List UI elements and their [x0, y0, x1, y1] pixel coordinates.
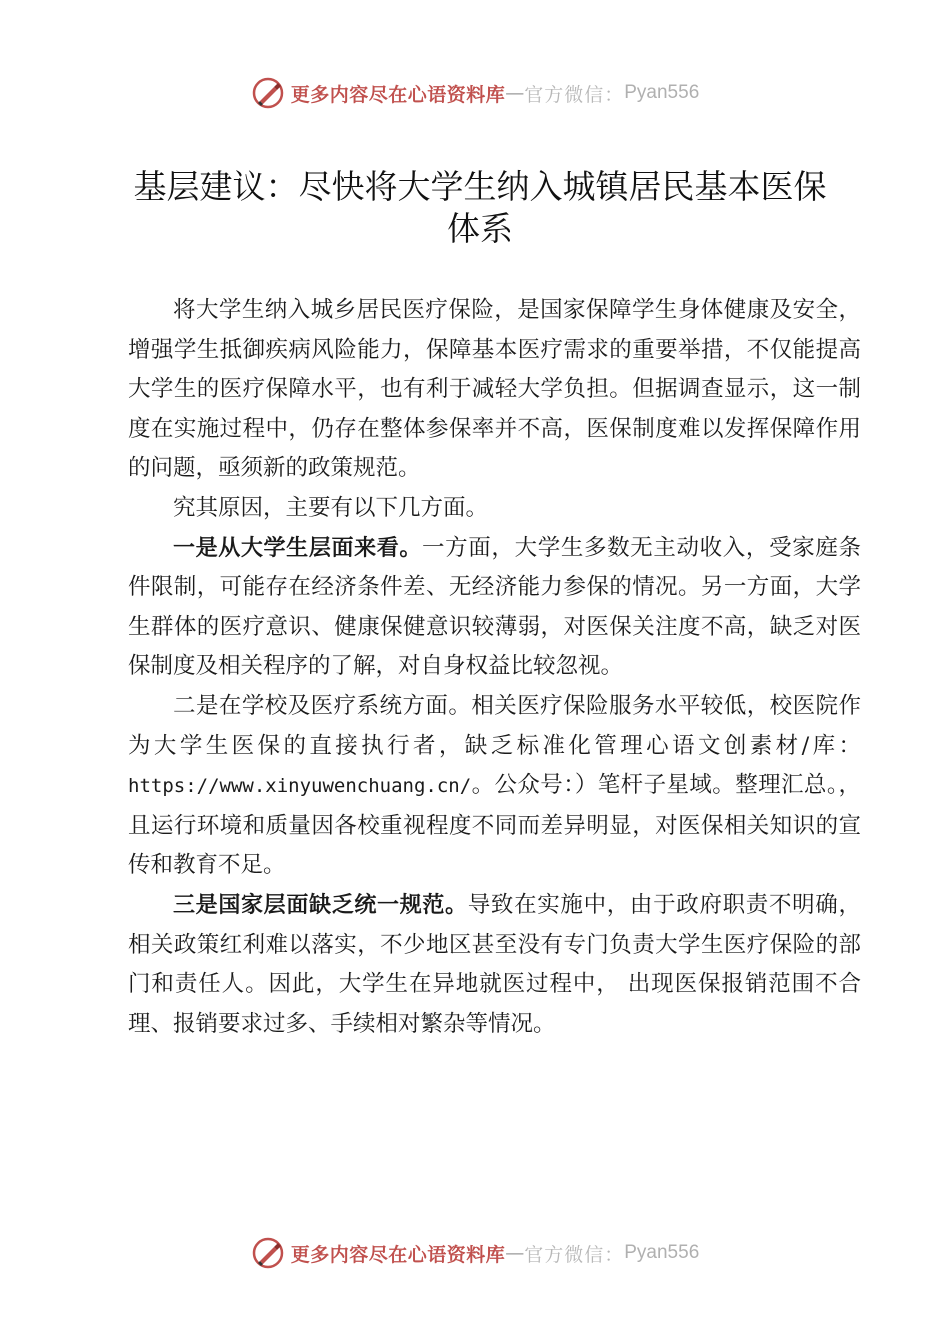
paragraph-4	[128, 687, 861, 886]
document-body	[128, 291, 861, 1044]
watermark-separator: —	[505, 1242, 525, 1264]
website-link[interactable]: https://www.xinyuwenchuang.cn/	[128, 775, 472, 798]
paragraph-5	[128, 886, 861, 1044]
paragraph-5-lead: 三是国家层面缺乏统一规范。	[173, 892, 468, 918]
header-watermark	[0, 73, 950, 113]
watermark-wechat-label: 官方微信：	[524, 1243, 625, 1266]
watermark-wechat-id: Pyan556	[624, 82, 700, 103]
pen-logo-icon	[251, 76, 285, 110]
footer-watermark	[0, 1233, 950, 1273]
paragraph-1: 将大学生纳入城乡居民医疗保险，是国家保障学生身体健康及安全，增强学生抵御疾病风险能力，保障基本医疗需求的重要举措，不仅能提高大学生的医疗保障水平，也有利于减轻大学负担。但据调查显示，这一制度在实施过程中，仍存在整体参保率并不高，医保制度难以发挥保障作用的问题，亟须新的政策规范。	[128, 297, 861, 482]
paragraph-3	[128, 529, 861, 687]
watermark-brand: 更多内容尽在心语资料库	[290, 83, 506, 106]
watermark-separator: —	[505, 82, 525, 104]
watermark-wechat-label: 官方微信：	[524, 83, 625, 106]
paragraph-5-body: 导致在实施中，由于政府职责不明确，相关政策红利难以落实，不少地区甚至没有专门负责大学生医疗保险的部门和责任人。因此，大学生在异地就医过程中， 出现医保报销范围不合理、报销要求过多、手续相对繁杂等情况。	[128, 891, 861, 1037]
paragraph-3-lead: 一是从大学生层面来看。	[173, 535, 423, 561]
paragraph-3-body: 一方面，大学生多数无主动收入，受家庭条件限制，可能存在经济条件差、无经济能力参保的情况。另一方面，大学生群体的医疗意识、健康保健意识较薄弱，对医保关注度不高，缺乏对医保制度及相关程序的了解，对自身权益比较忽视。	[128, 534, 861, 680]
paragraph-4-part-b: 。公众号：）笔杆子星域。整理汇总。，且运行环境和质量因各校重视程度不同而差异明显，对医保相关知识的宣传和教育不足。	[128, 772, 861, 879]
watermark-wechat-id: Pyan556	[624, 1242, 700, 1263]
pen-logo-icon	[251, 1236, 285, 1270]
document-title: 基层建议：尽快将大学生纳入城镇居民基本医保体系	[133, 167, 827, 248]
paragraph-4-part-a: 二是在学校及医疗系统方面。相关医疗保险服务水平较低，校医院作为大学生医保的直接执行者，缺乏标准化管理心语文创素材/库：	[128, 692, 861, 759]
paragraph-2: 究其原因，主要有以下几方面。	[173, 494, 489, 521]
watermark-brand: 更多内容尽在心语资料库	[290, 1243, 506, 1266]
